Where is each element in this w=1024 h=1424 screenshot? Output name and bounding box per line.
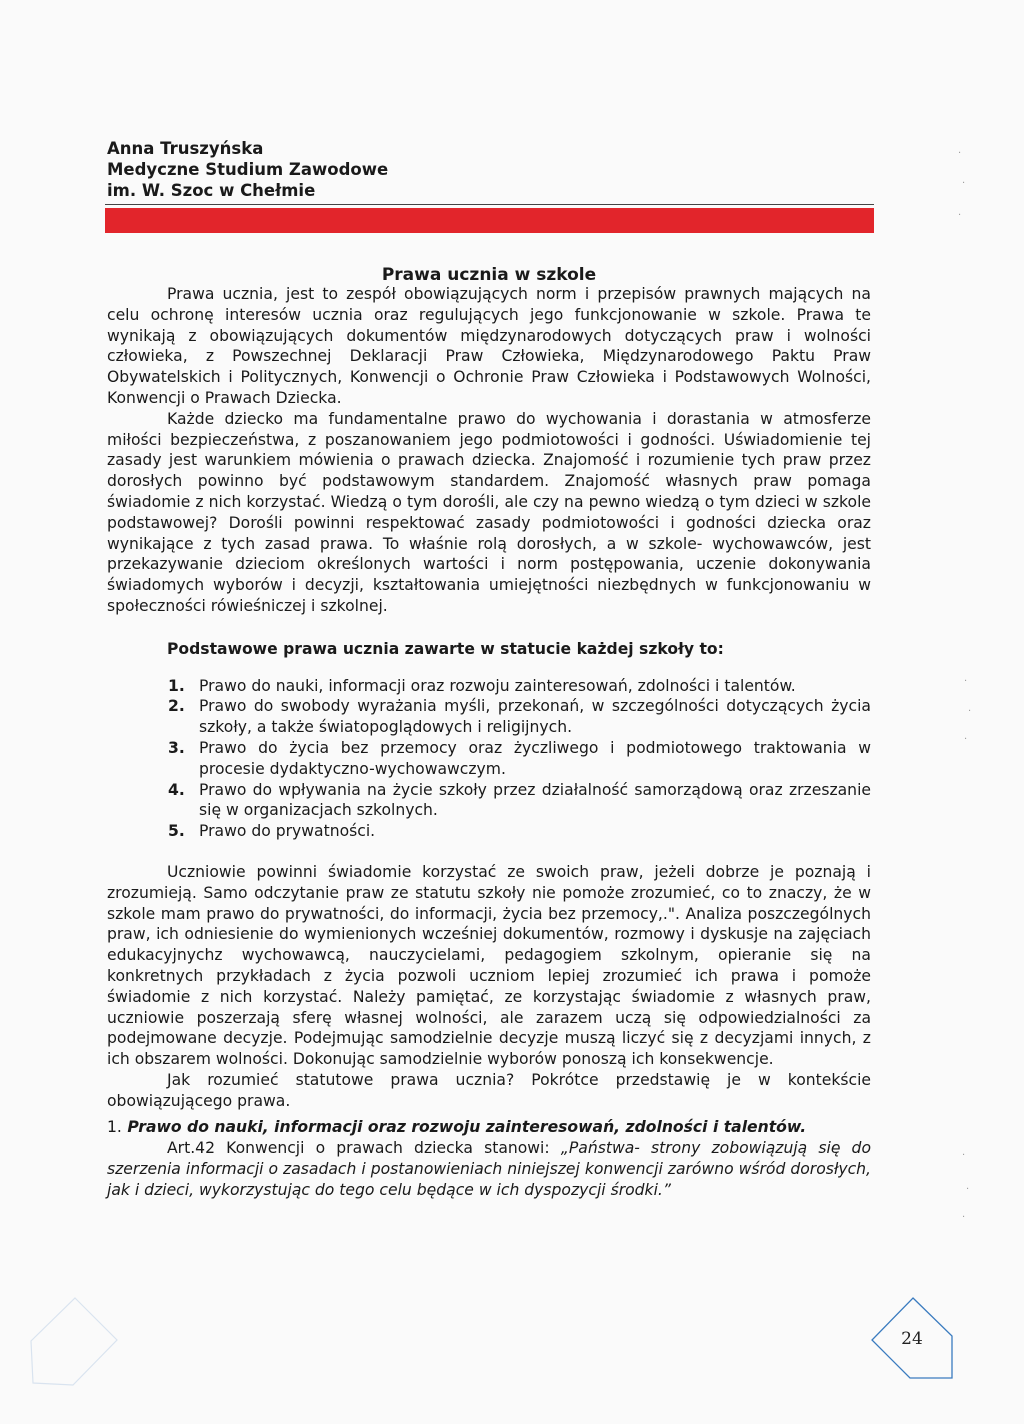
section-title: Prawo do nauki, informacji oraz rozwoju zainteresowań, zdolności i talentów. — [127, 1118, 807, 1137]
list-item — [107, 738, 871, 780]
paragraph-fourth: Jak rozumieć statutowe prawa ucznia? Pokrótce przedstawię je w kontekście obowiązującego prawa. — [107, 1070, 871, 1110]
rights-list — [107, 676, 871, 842]
scan-mark-icon: · — [964, 734, 968, 745]
school-location: im. W. Szoc w Chełmie — [107, 181, 316, 200]
scan-mark-icon: · — [962, 1212, 966, 1223]
author-name: Anna Truszyńska — [107, 139, 264, 158]
list-item-text: Prawo do swobody wyrażania myśli, przekonań, w szczególności dotyczących życia szkoły, a także światopoglądowych i religijnych. — [199, 697, 871, 737]
list-item-number: 2. — [168, 697, 185, 716]
section-heading — [107, 1117, 871, 1138]
list-item-number: 4. — [168, 780, 185, 799]
author-header — [107, 138, 388, 201]
list-item-text: Prawo do wpływania na życie szkoły przez działalność samorządową oraz zrzeszanie się w organizacjach szkolnych. — [199, 780, 871, 820]
spacer — [107, 842, 871, 862]
rights-heading: Podstawowe prawa ucznia zawarte w statucie każdej szkoły to: — [167, 639, 724, 658]
list-item-text: Prawo do nauki, informacji oraz rozwoju zainteresowań, zdolności i talentów. — [199, 676, 796, 695]
header-red-bar — [105, 208, 874, 233]
list-item — [107, 676, 871, 697]
bleed-through-badge-icon — [25, 1295, 120, 1390]
scan-mark-icon: · — [958, 210, 962, 221]
list-item-number: 1. — [168, 676, 185, 695]
list-item-text: Prawo do prywatności. — [199, 822, 376, 841]
list-item — [107, 821, 871, 842]
section-number: 1. — [107, 1118, 122, 1137]
scan-mark-icon: · — [958, 148, 962, 159]
page-number: 24 — [901, 1329, 923, 1349]
list-item-text: Prawo do życia bez przemocy oraz życzliwego i podmiotowego traktowania w procesie dydaktyczno-wychowawczym. — [199, 738, 871, 778]
quote-text: „Państwa- strony zobowiązują się do szerzenia informacji o zasadach i postanowieniach niniejszej konwencji zarówno wśród dorosłych, jak i dzieci, wykorzystując do tego celu będące w ich dyspozycji środki.” — [107, 1139, 871, 1199]
school-name: Medyczne Studium Zawodowe — [107, 160, 389, 179]
scan-mark-icon: · — [962, 178, 966, 189]
article-quote — [107, 1138, 871, 1200]
header-rule — [105, 204, 874, 205]
article-title: Prawa ucznia w szkole — [381, 265, 597, 285]
scan-mark-icon: · — [964, 676, 968, 687]
paragraph-third: Uczniowie powinni świadomie korzystać ze swoich praw, jeżeli dobrze je poznają i zrozumieją. Samo odczytanie praw ze statutu szkoły nie pomoże zrozumieć, co to znaczy, że w szkole mam prawo do prywatności, do informacji, życia bez przemocy,.". Analiza poszczególnych praw, ich odniesienie do wymienionych wcześniej dokumentów, rozmowy i dyskusje na zajęciach edukacyjnychz wychowawcą, nauczycielami, pedagogiem szkolnym, opieranie się na konkretnych przykładach z życia pozwoli uczniom lepiej zrozumieć ich prawa i pomoże świadomie z nich korzystać. Należy pamiętać, ze korzystając świadomie z własnych praw, uczniowie poszerzają sferę własnej wolności, ale zarazem uczą się odpowiedzialności za podejmowane decyzje. Podejmując samodzielnie decyzje muszą liczyć się z decyzjami innych, z ich obszarem wolności. Dokonując samodzielnie wyborów ponoszą ich konsekwencje. — [107, 862, 871, 1069]
scan-mark-icon: · — [962, 1150, 966, 1161]
paragraph-intro: Prawa ucznia, jest to zespół obowiązujących norm i przepisów prawnych mających na celu ochronę interesów ucznia oraz regulujących jego funkcjonowanie w szkole. Prawa te wynikają z obowiązujących dokumentów międzynarodowych dotyczących praw i wolności człowieka, z Powszechnej Deklaracji Praw Człowieka, Międzynarodowego Paktu Praw Obywatelskich i Politycznych, Konwencji o Ochronie Praw Człowieka i Podstawowych Wolności, Konwencji o Prawach Dziecka. — [107, 285, 871, 407]
scan-mark-icon: · — [968, 706, 972, 717]
list-item-number: 5. — [168, 822, 185, 841]
list-item — [107, 780, 871, 822]
paragraph-second: Każde dziecko ma fundamentalne prawo do wychowania i dorastania w atmosferze miłości bezpieczeństwa, z poszanowaniem jego podmiotowości i godności. Uświadomienie tej zasady jest warunkiem mówienia o prawach dziecka. Znajomość i rozumienie tych praw przez dorosłych powinno być podstawowym standardem. Znajomość własnych praw pomaga świadomie z nich korzystać. Wiedzą o tym dorośli, ale czy na pewno wiedzą o tym dzieci w szkole podstawowej? Dorośli powinni respektować zasady podmiotowości i godności dziecka oraz wynikające z tych zasad prawa. To właśnie rolą dorosłych, a w szkole- wychowawców, jest przekazywanie dzieciom określonych wartości i norm postępowania, uczenie dokonywania świadomych wyborów i decyzji, kształtowania umiejętności niezbędnych w funkcjonowaniu w społeczności rówieśniczej i szkolnej. — [107, 409, 871, 615]
list-item — [107, 696, 871, 738]
article-lead: Art.42 Konwencji o prawach dziecka stanowi: — [167, 1139, 561, 1158]
list-item-number: 3. — [168, 738, 185, 757]
scan-mark-icon: · — [966, 1184, 970, 1195]
article-body — [107, 264, 871, 1201]
